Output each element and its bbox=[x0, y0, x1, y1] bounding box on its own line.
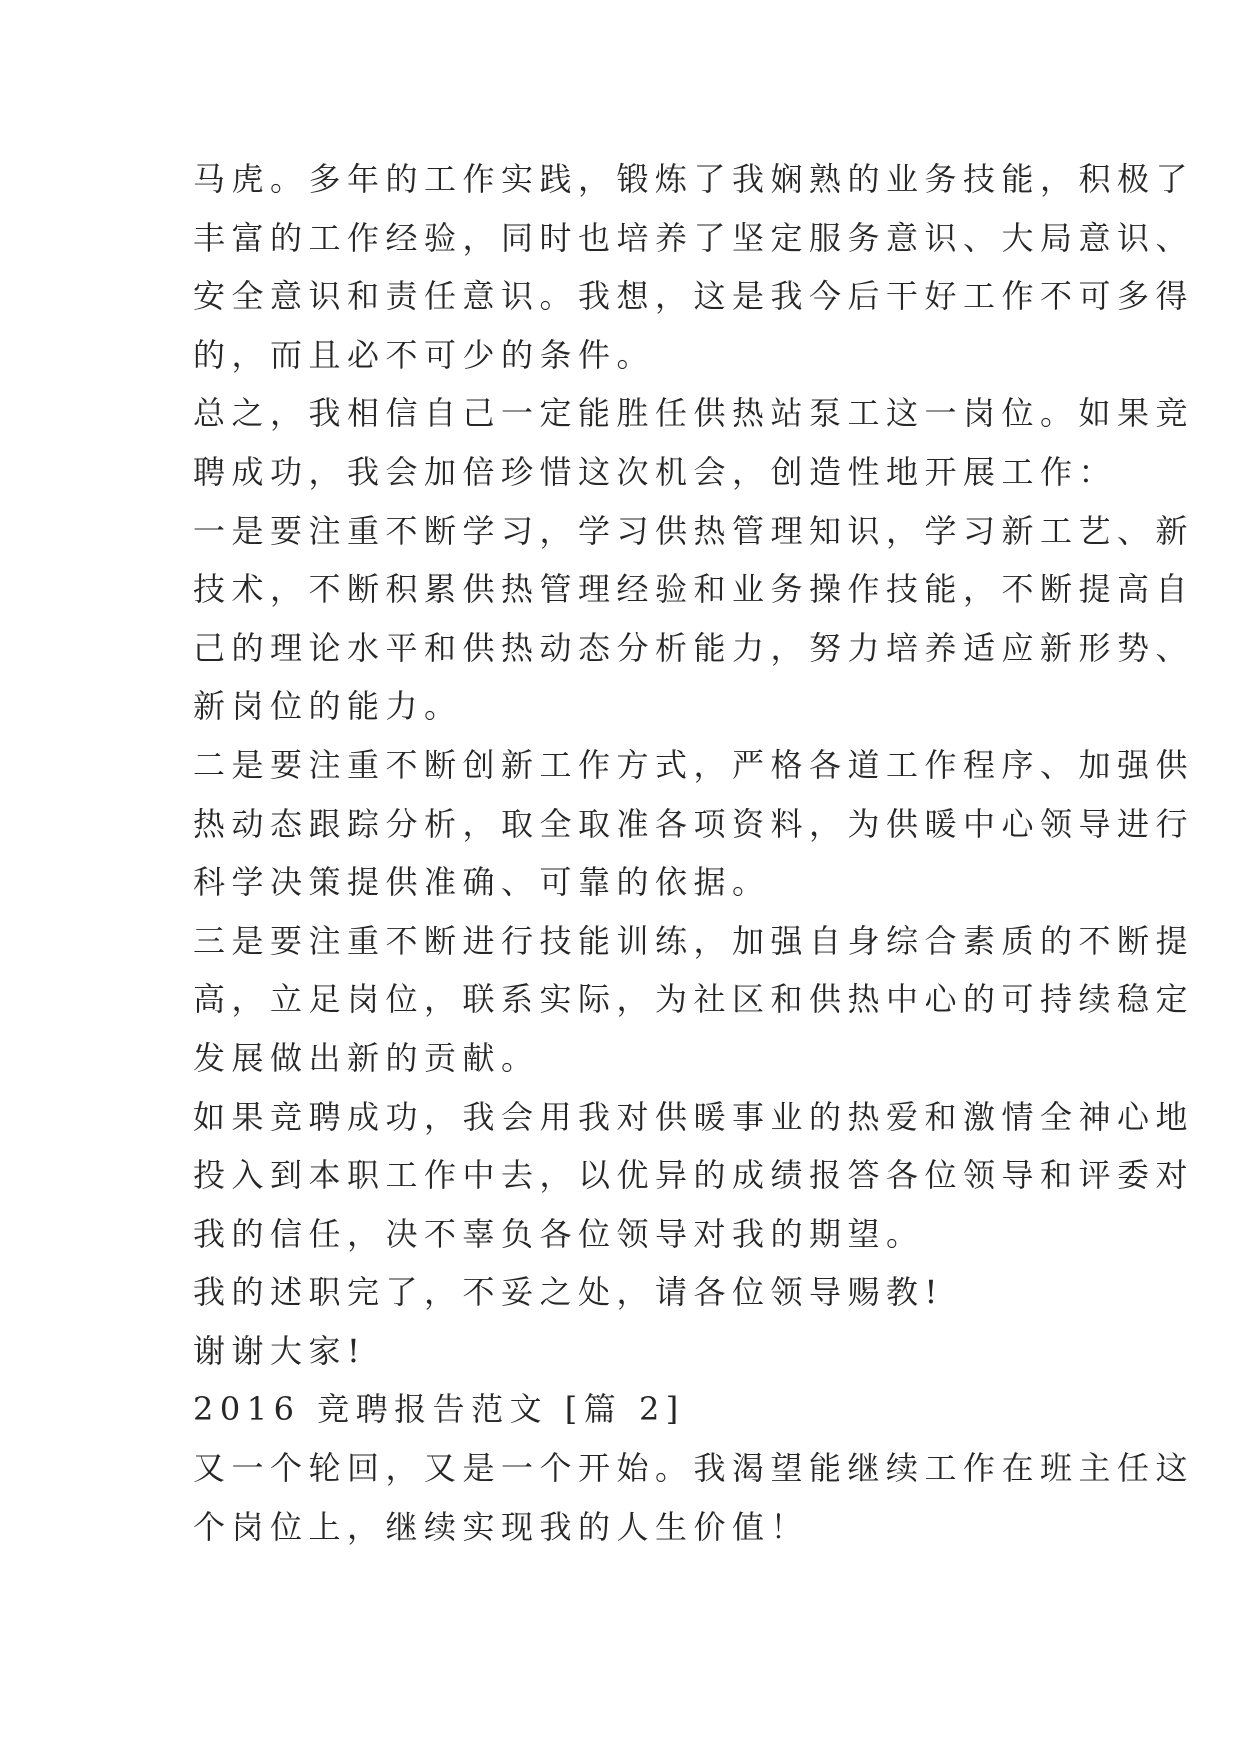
text-line: 如果竞聘成功，我会用我对供暖事业的热爱和激情全神心地 bbox=[193, 1097, 1195, 1136]
text-line: 马虎。多年的工作实践，锻炼了我娴熟的业务技能，积极了 bbox=[193, 160, 1195, 198]
text-line: 我的述职完了，不妥之处，请各位领导赐教! bbox=[193, 1273, 944, 1312]
text-line: 的，而且必不可少的条件。 bbox=[193, 335, 656, 374]
text-line: 投入到本职工作中去，以优异的成绩报答各位领导和评委对 bbox=[193, 1156, 1195, 1195]
text-line: 一是要注重不断学习，学习供热管理知识，学习新工艺、新 bbox=[193, 511, 1195, 550]
text-line: 个岗位上，继续实现我的人生价值！ bbox=[193, 1507, 810, 1546]
text-line: 我的信任，决不辜负各位领导对我的期望。 bbox=[193, 1214, 925, 1253]
text-line: 高，立足岗位，联系实际，为社区和供热中心的可持续稳定 bbox=[193, 980, 1195, 1019]
text-line: 热动态跟踪分析，取全取准各项资料，为供暖中心领导进行 bbox=[193, 804, 1195, 843]
text-line: 技术，不断积累供热管理经验和业务操作技能，不断提高自 bbox=[193, 570, 1195, 609]
text-line: 科学决策提供准确、可靠的依据。 bbox=[193, 863, 771, 902]
document-body bbox=[193, 150, 1195, 1556]
text-line: 又一个轮回，又是一个开始。我渴望能继续工作在班主任这 bbox=[193, 1449, 1195, 1488]
text-line: 聘成功，我会加倍珍惜这次机会，创造性地开展工作： bbox=[193, 452, 1118, 491]
section-heading: 2016 竞聘报告范文 [篇 2] bbox=[193, 1390, 685, 1429]
text-line: 发展做出新的贡献。 bbox=[193, 1038, 540, 1077]
text-line: 己的理论水平和供热动态分析能力，努力培养适应新形势、 bbox=[193, 628, 1195, 667]
text-line: 二是要注重不断创新工作方式，严格各道工作程序、加强供 bbox=[193, 745, 1195, 784]
text-line: 丰富的工作经验，同时也培养了坚定服务意识、大局意识、 bbox=[193, 218, 1195, 257]
text-line: 安全意识和责任意识。我想，这是我今后干好工作不可多得 bbox=[193, 277, 1195, 316]
text-line: 谢谢大家! bbox=[193, 1331, 367, 1370]
text-line: 三是要注重不断进行技能训练，加强自身综合素质的不断提 bbox=[193, 921, 1195, 960]
text-line: 总之，我相信自己一定能胜任供热站泵工这一岗位。如果竞 bbox=[193, 394, 1195, 433]
text-line: 新岗位的能力。 bbox=[193, 687, 463, 726]
